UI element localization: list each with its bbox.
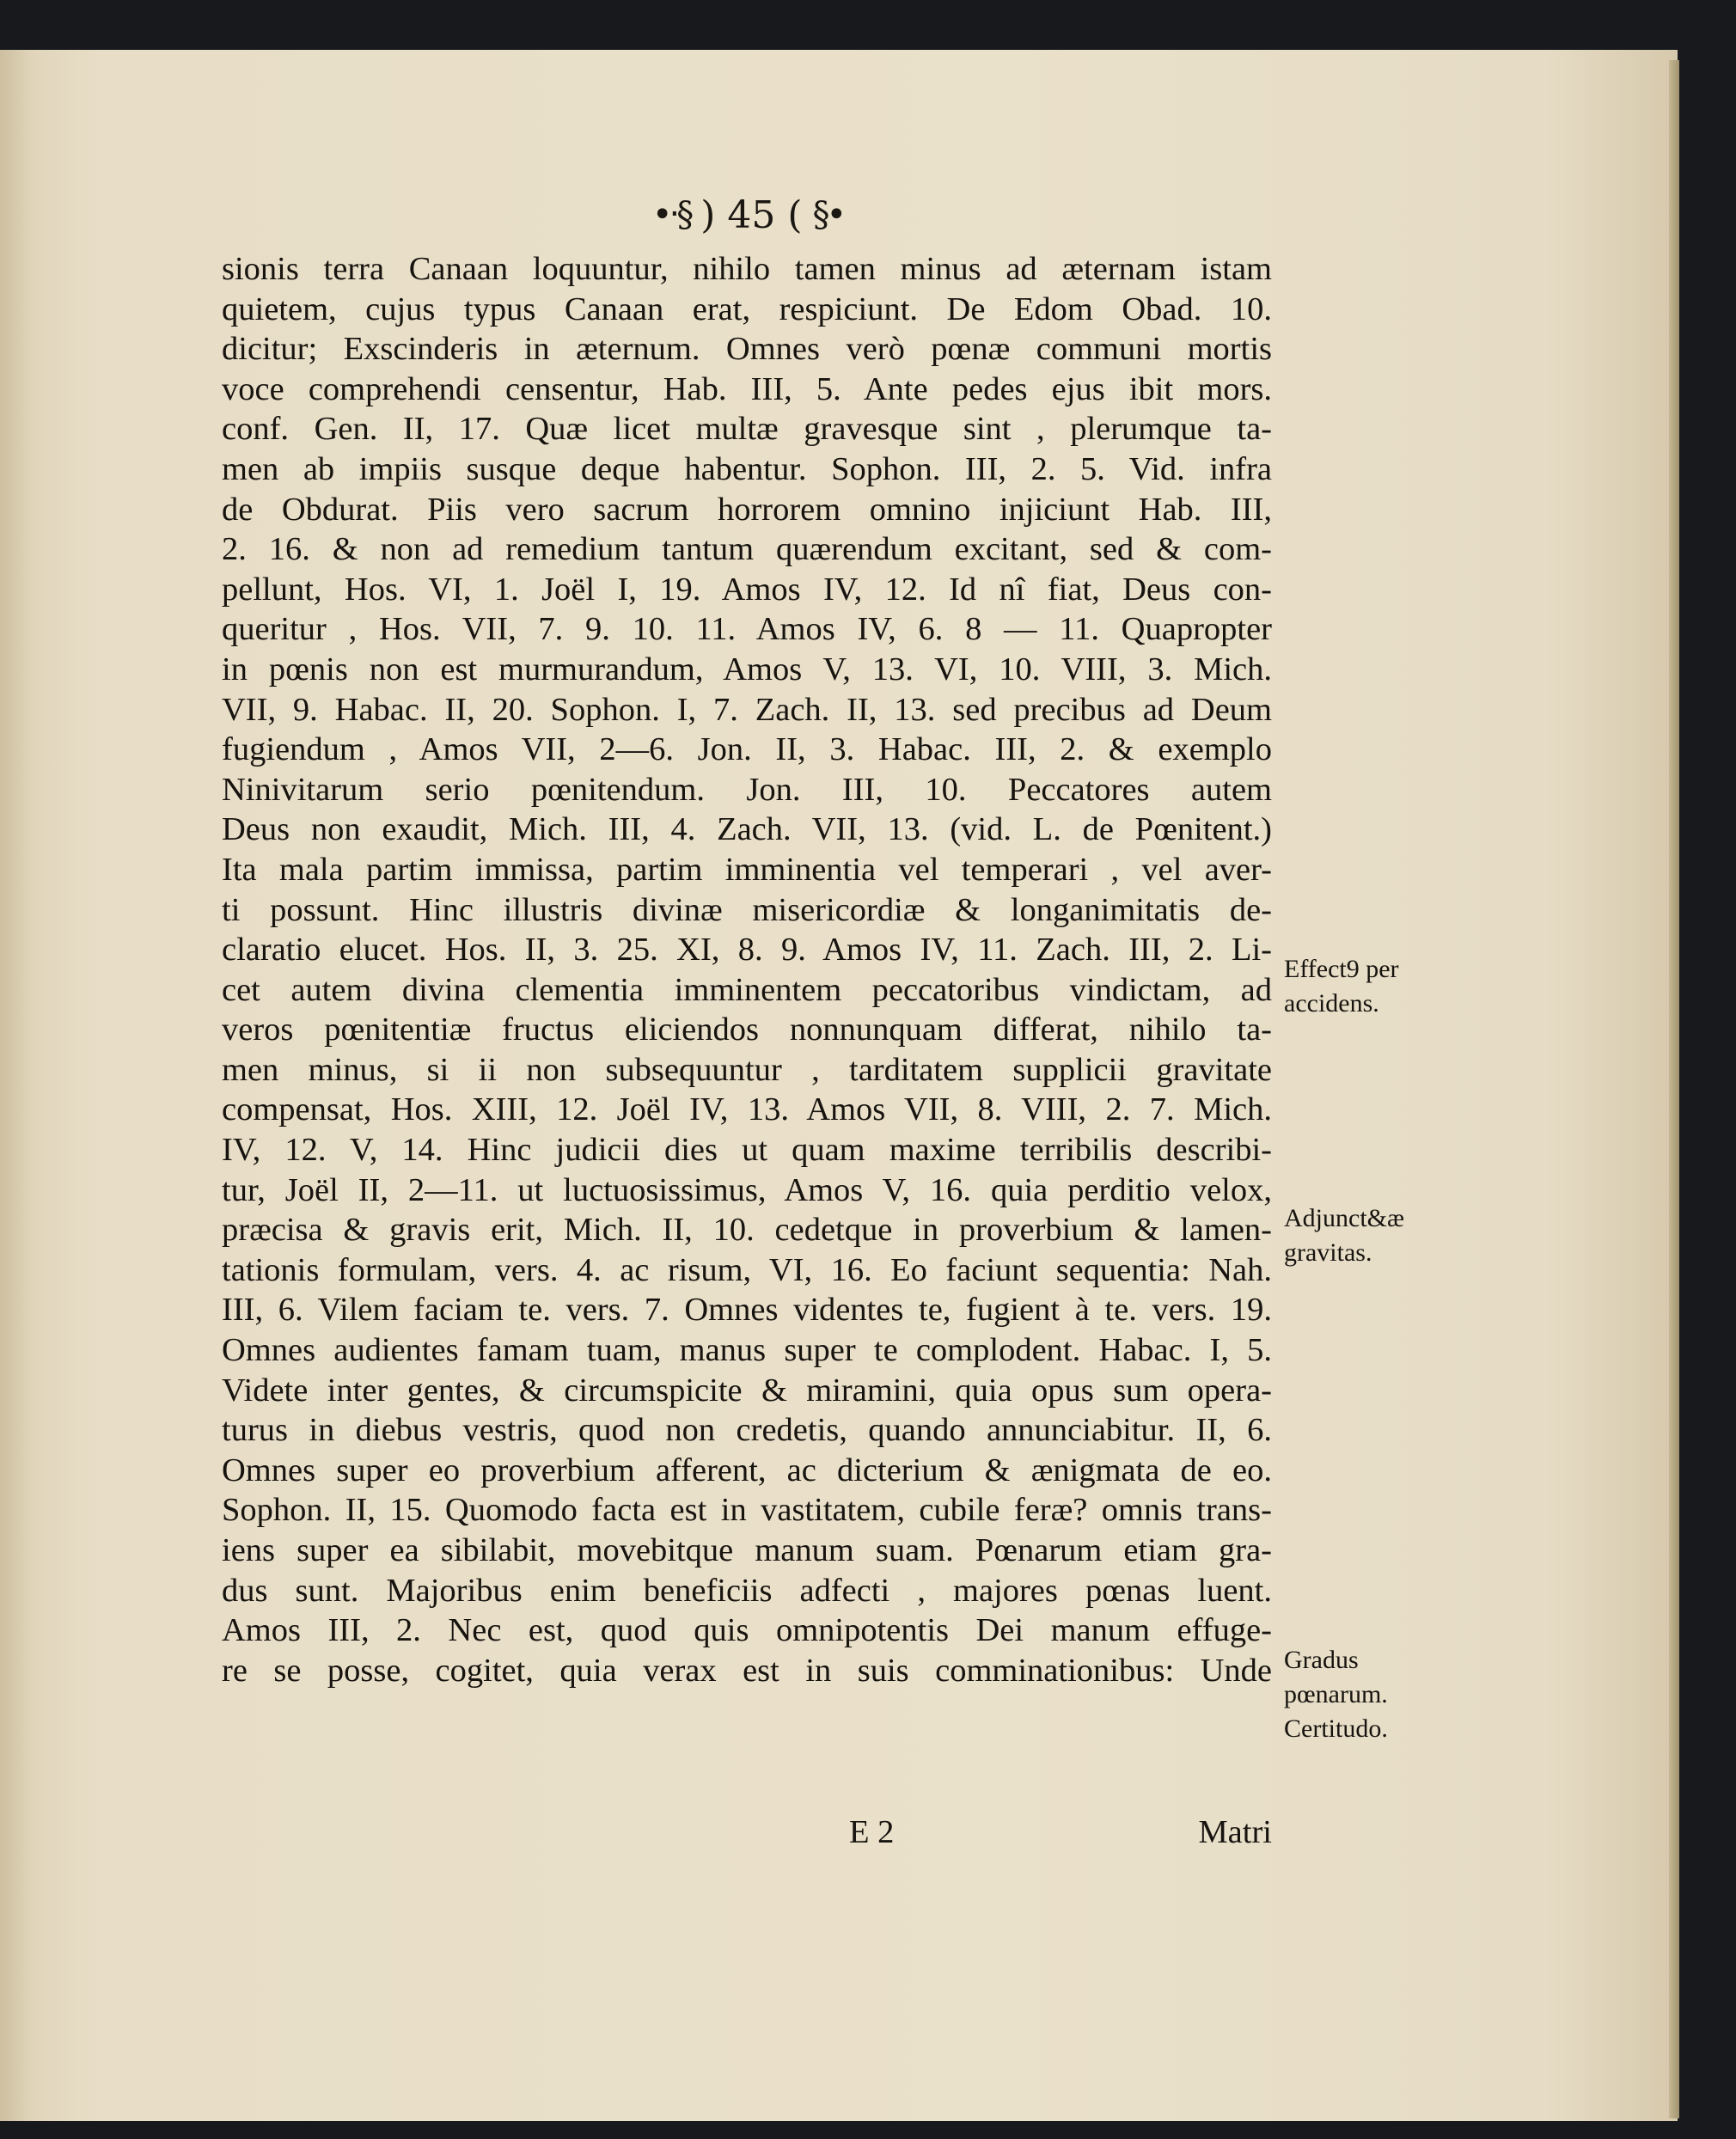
text-line: in pœnis non est murmurandum, Amos V, 13. VI, 10. VIII, 3. Mich. bbox=[222, 651, 1272, 688]
text-line: tationis formulam, vers. 4. ac risum, VI, 16. Eo faciunt sequentia: Nah. bbox=[222, 1251, 1272, 1288]
text-line: compensat, Hos. XIII, 12. Joël IV, 13. Amos VII, 8. VIII, 2. 7. Mich. bbox=[222, 1091, 1272, 1128]
text-line: men minus, si ii non subsequuntur , tarditatem supplicii gravitate bbox=[222, 1051, 1272, 1088]
text-line: sionis terra Canaan loquuntur, nihilo tamen minus ad æternam istam bbox=[222, 251, 1272, 287]
page-edge bbox=[1669, 60, 1679, 2118]
header-ornament-left: •‧§ bbox=[651, 195, 691, 235]
text-line: voce comprehendi censentur, Hab. III, 5. Ante pedes ejus ibit mors. bbox=[222, 370, 1272, 407]
text-line: pellunt, Hos. VI, 1. Joël I, 19. Amos IV, 12. Id nî fiat, Deus con- bbox=[222, 571, 1272, 608]
margin-note-line: pœnarum. bbox=[1284, 1680, 1388, 1708]
text-line: cet autem divina clementia imminentem peccatoribus vindictam, ad bbox=[222, 971, 1272, 1008]
margin-note-line: Effect9 per bbox=[1284, 955, 1399, 983]
text-line: de Obdurat. Piis vero sacrum horrorem omnino injiciunt Hab. III, bbox=[222, 491, 1272, 528]
text-line: iens super ea sibilabit, movebitque manum suam. Pœnarum etiam gra- bbox=[222, 1532, 1272, 1568]
text-line: ti possunt. Hinc illustris divinæ misericordiæ & longanimitatis de- bbox=[222, 891, 1272, 928]
text-line: turus in diebus vestris, quod non credetis, quando annunciabitur. II, 6. bbox=[222, 1412, 1272, 1449]
margin-note-gradus bbox=[1284, 1643, 1439, 1746]
margin-note-effectus bbox=[1284, 952, 1439, 1021]
text-line: men ab impiis susque deque habentur. Sophon. III, 2. 5. Vid. infra bbox=[222, 450, 1272, 487]
text-line: claratio elucet. Hos. II, 3. 25. XI, 8. 9. Amos IV, 11. Zach. III, 2. Li- bbox=[222, 932, 1272, 969]
text-line: III, 6. Vilem faciam te. vers. 7. Omnes videntes te, fugient à te. vers. 19. bbox=[222, 1292, 1272, 1329]
text-line: queritur , Hos. VII, 7. 9. 10. 11. Amos IV, 6. 8 — 11. Quapropter bbox=[222, 611, 1272, 648]
margin-note-line: Gradus bbox=[1284, 1646, 1359, 1674]
text-line: veros pœnitentiæ fructus eliciendos nonnunquam differat, nihilo ta- bbox=[222, 1011, 1272, 1048]
text-line: IV, 12. V, 14. Hinc judicii dies ut quam maxime terribilis describi- bbox=[222, 1132, 1272, 1169]
running-header bbox=[602, 189, 894, 241]
margin-note-line: accidens. bbox=[1284, 989, 1379, 1018]
signature-mark: E 2 bbox=[849, 1814, 895, 1850]
text-line: præcisa & gravis erit, Mich. II, 10. cedetque in proverbium & lamen- bbox=[222, 1212, 1272, 1249]
text-line: Ita mala partim immissa, partim imminentia vel temperari , vel aver- bbox=[222, 851, 1272, 888]
text-line: dus sunt. Majoribus enim beneficiis adfecti , majores pœnas luent. bbox=[222, 1572, 1272, 1609]
page-footer bbox=[222, 1813, 1272, 1856]
text-line: conf. Gen. II, 17. Quæ licet multæ gravesque sint , plerumque ta- bbox=[222, 411, 1272, 448]
text-line: VII, 9. Habac. II, 20. Sophon. I, 7. Zach. II, 13. sed precibus ad Deum bbox=[222, 691, 1272, 728]
text-line: Amos III, 2. Nec est, quod quis omnipotentis Dei manum effuge- bbox=[222, 1612, 1272, 1649]
text-line: Deus non exaudit, Mich. III, 4. Zach. VII, 13. (vid. L. de Pœnitent.) bbox=[222, 811, 1272, 848]
text-line: tur, Joël II, 2—11. ut luctuosissimus, Amos V, 16. quia perditio velox, bbox=[222, 1171, 1272, 1208]
header-ornament-right: §• bbox=[812, 195, 844, 235]
margin-note-adjuncta bbox=[1284, 1201, 1439, 1270]
text-line: Sophon. II, 15. Quomodo facta est in vastitatem, cubile feræ? omnis trans- bbox=[222, 1492, 1272, 1529]
text-line: Ninivitarum serio pœnitendum. Jon. III, 10. Peccatores autem bbox=[222, 771, 1272, 808]
text-line: Omnes super eo proverbium afferent, ac dicterium & ænigmata de eo. bbox=[222, 1451, 1272, 1488]
text-line: quietem, cujus typus Canaan erat, respiciunt. De Edom Obad. 10. bbox=[222, 290, 1272, 327]
text-line: re se posse, cogitet, quia verax est in suis comminationibus: Unde bbox=[222, 1652, 1272, 1689]
body-text bbox=[222, 249, 1272, 1690]
catchword: Matri bbox=[1198, 1814, 1272, 1850]
text-line: Videte inter gentes, & circumspicite & miramini, quia opus sum opera- bbox=[222, 1372, 1272, 1409]
margin-note-line: gravitas. bbox=[1284, 1238, 1372, 1267]
text-line: dicitur; Exscinderis in æternum. Omnes verò pœnæ communi mortis bbox=[222, 331, 1272, 368]
margin-note-line: Certitudo. bbox=[1284, 1714, 1388, 1743]
margin-note-line: Adjunct&æ bbox=[1284, 1204, 1404, 1232]
text-line: Omnes audientes famam tuam, manus super te complodent. Habac. I, 5. bbox=[222, 1332, 1272, 1369]
text-line: fugiendum , Amos VII, 2—6. Jon. II, 3. Habac. III, 2. & exemplo bbox=[222, 731, 1272, 768]
page-number: ) 45 ( bbox=[700, 193, 803, 237]
text-line: 2. 16. & non ad remedium tantum quærendum excitant, sed & com- bbox=[222, 531, 1272, 568]
